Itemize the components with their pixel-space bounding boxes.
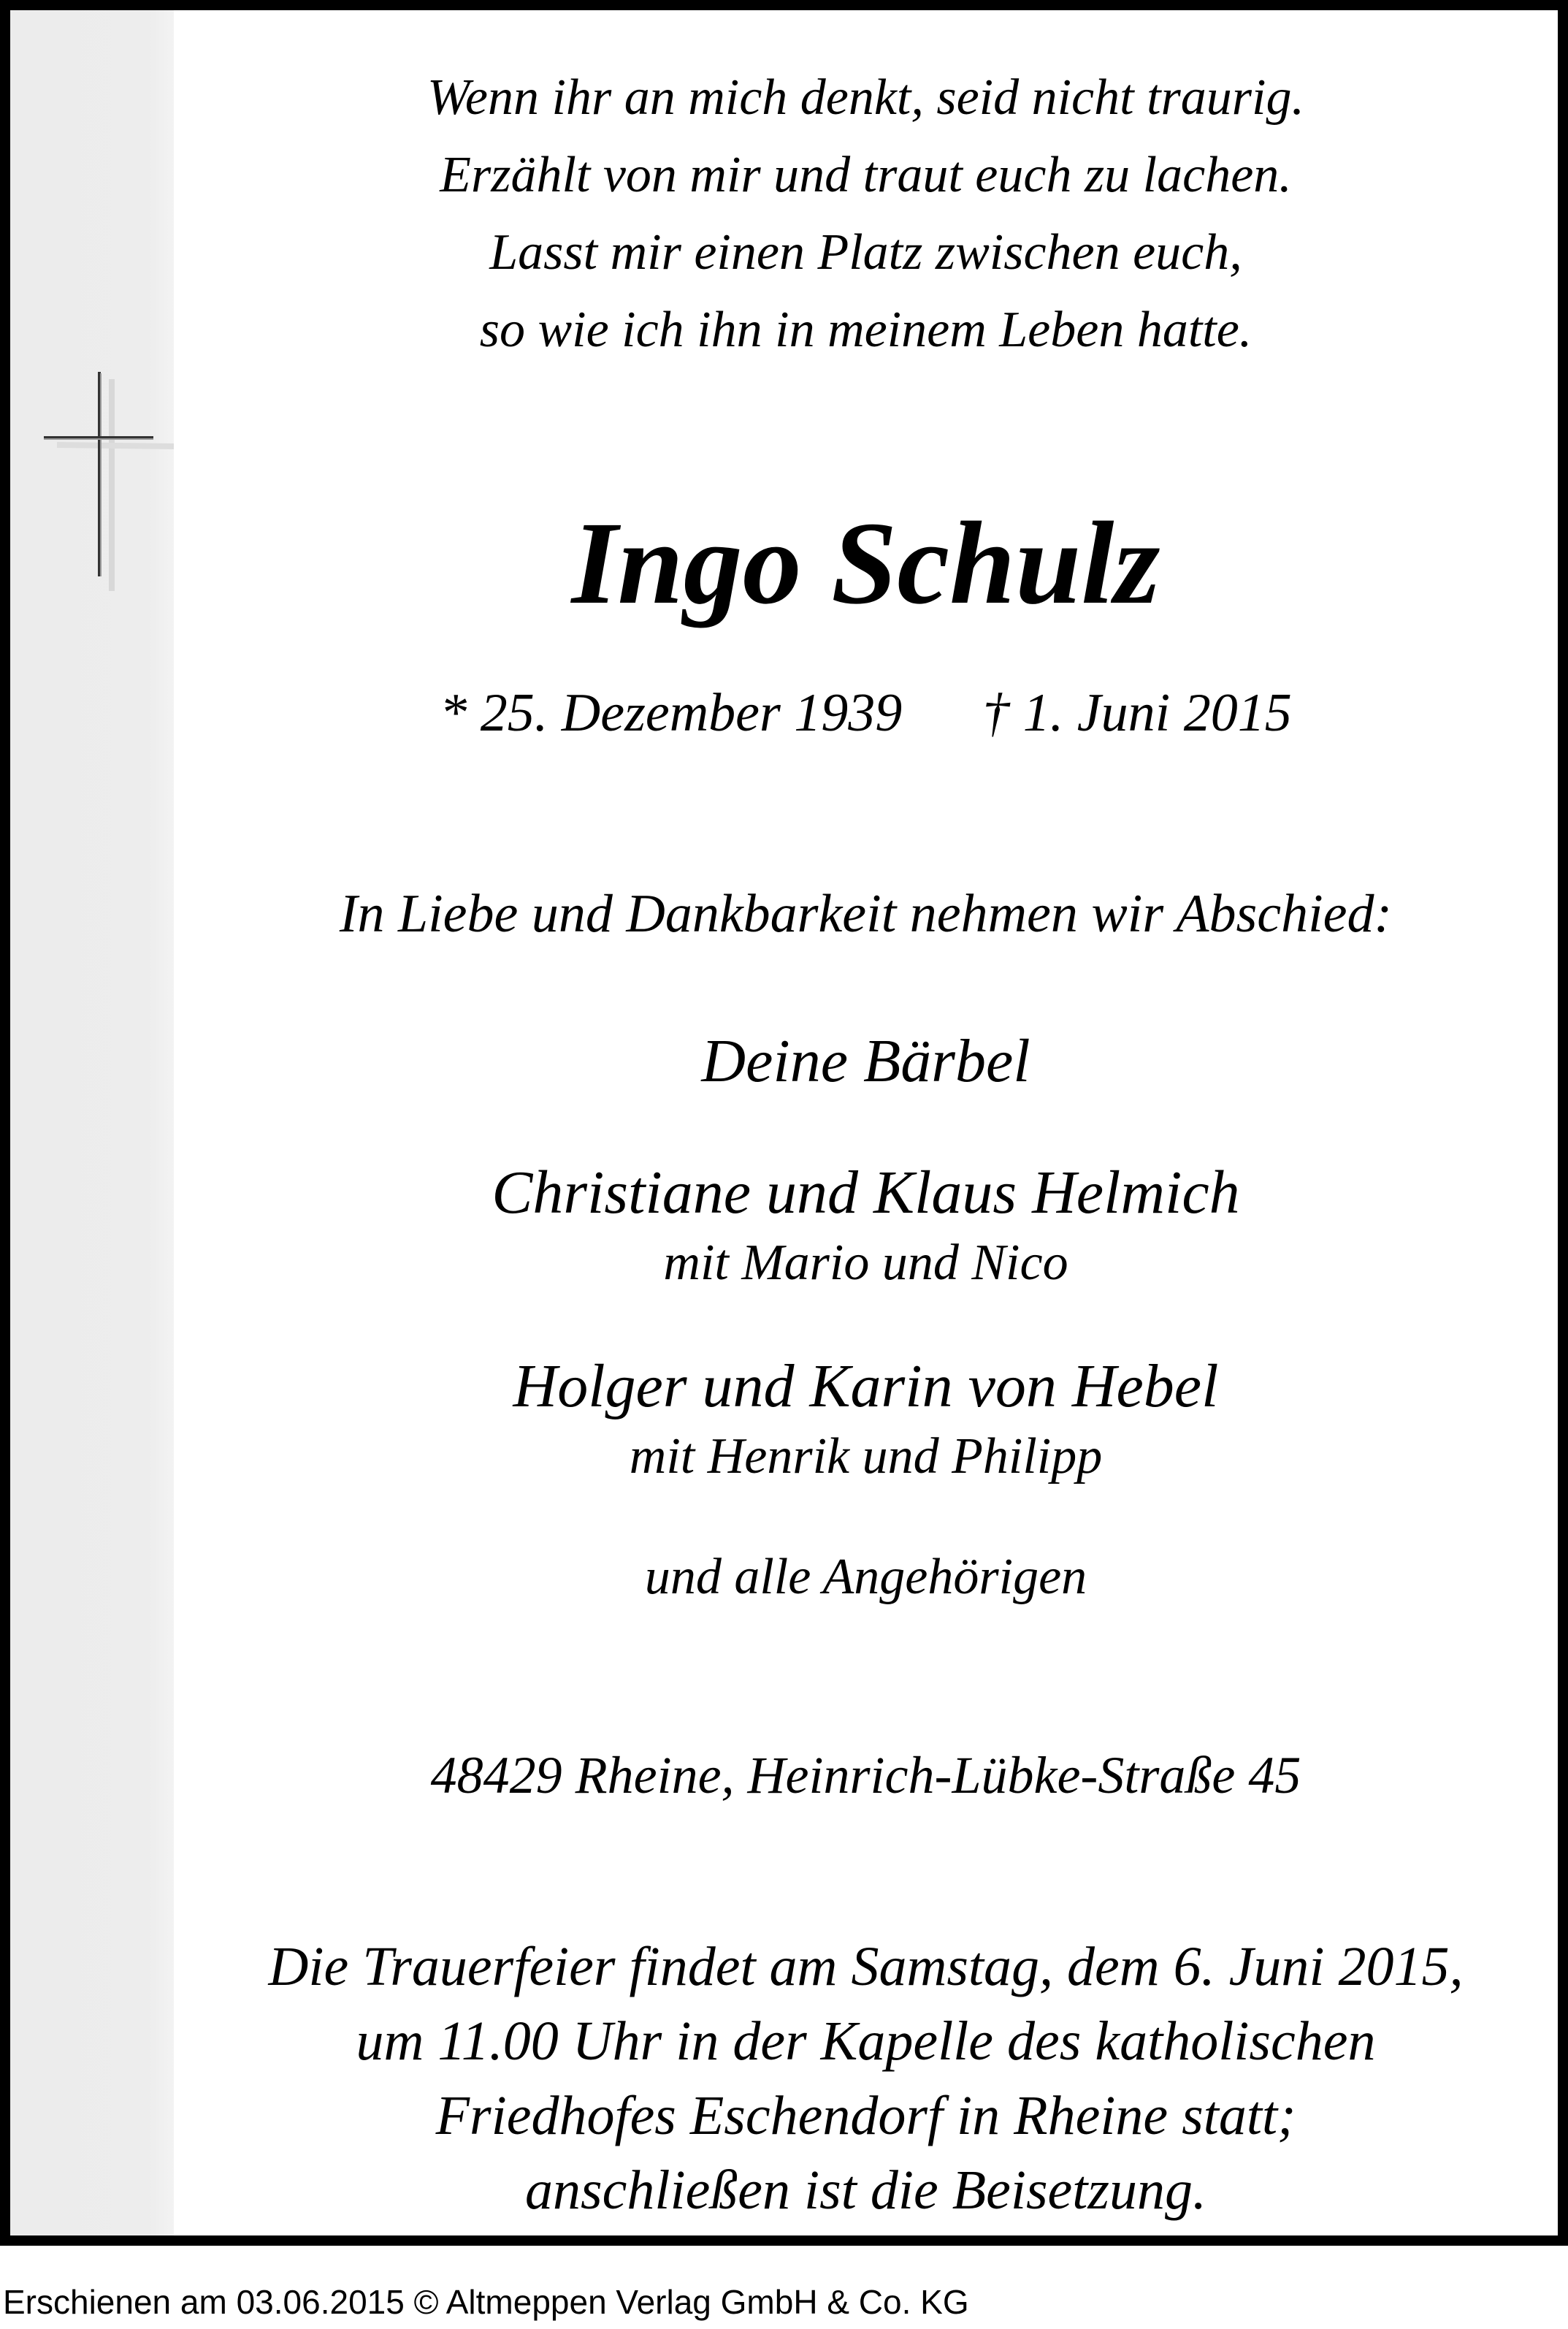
poem-line-4: so wie ich ihn in meinem Leben hatte. bbox=[479, 302, 1253, 358]
deceased-name: Ingo Schulz bbox=[571, 498, 1160, 629]
service-line-2: um 11.00 Uhr in der Kapelle des katholischen bbox=[356, 2010, 1376, 2072]
side-strip bbox=[10, 10, 174, 2235]
mourner-family-1-children: mit Mario und Nico bbox=[663, 1235, 1068, 1291]
poem-line-2: Erzählt von mir und traut euch zu lachen. bbox=[440, 147, 1292, 203]
birth-date: * 25. Dezember 1939 bbox=[440, 683, 903, 743]
publication-footer: Erschienen am 03.06.2015 © Altmeppen Verlag GmbH & Co. KG bbox=[3, 2283, 969, 2321]
life-dates bbox=[174, 682, 1558, 744]
mourner-spouse: Deine Bärbel bbox=[701, 1027, 1030, 1095]
poem-line-1: Wenn ihr an mich denkt, seid nicht traurig. bbox=[427, 69, 1304, 126]
mourner-family-1: Christiane und Klaus Helmich bbox=[492, 1159, 1240, 1227]
mourner-family-2-children: mit Henrik und Philipp bbox=[629, 1428, 1103, 1484]
farewell-intro: In Liebe und Dankbarkeit nehmen wir Abschied: bbox=[339, 884, 1393, 944]
poem-line-3: Lasst mir einen Platz zwischen euch, bbox=[489, 224, 1242, 281]
mourner-relatives: und alle Angehörigen bbox=[644, 1549, 1087, 1605]
mourner-family-2: Holger und Karin von Hebel bbox=[513, 1352, 1219, 1420]
death-date: † 1. Juni 2015 bbox=[982, 683, 1292, 743]
address: 48429 Rheine, Heinrich-Lübke-Straße 45 bbox=[430, 1746, 1301, 1804]
cross-icon bbox=[42, 372, 174, 591]
obituary-content bbox=[174, 10, 1558, 2235]
service-line-4: anschließen ist die Beisetzung. bbox=[525, 2160, 1206, 2221]
service-line-1: Die Trauerfeier findet am Samstag, dem 6. Juni 2015, bbox=[268, 1936, 1464, 1997]
service-line-3: Friedhofes Eschendorf in Rheine statt; bbox=[435, 2085, 1296, 2146]
